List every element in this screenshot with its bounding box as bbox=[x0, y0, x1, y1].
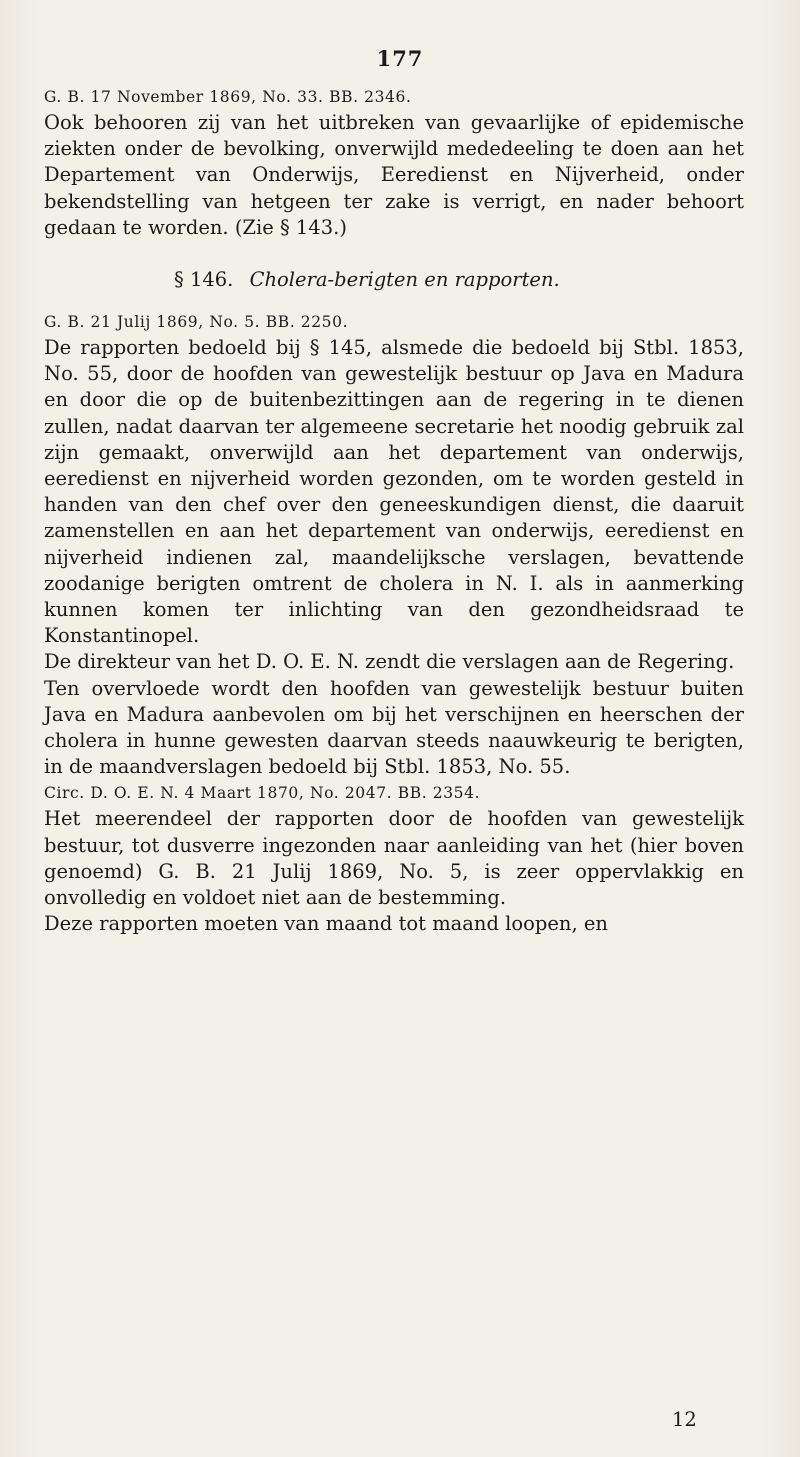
paragraph: De rapporten bedoeld bij § 145, alsmede die bedoeld bij Stbl. 1853, No. 55, door de hoofden van gewestelijk bestuur op Java en Madura en door die op de buitenbezittingen aan de regering in te dienen zullen, nadat daarvan ter algemeene secretarie het noodig gebruik zal zijn gemaakt, onverwijld aan het departement van onderwijs, eeredienst en nijverheid worden gezonden, om te worden gesteld in handen van den chef over den geneeskundigen dienst, die daaruit zamenstellen en aan het departement van onderwijs, eeredienst en nijverheid indienen zal, maandelijksche verslagen, bevattende zoodanige berigten omtrent de cholera in N. I. als in aanmerking kunnen komen ter inlichting van den gezondheidsraad te Konstantinopel. bbox=[44, 336, 744, 648]
section-title: Cholera-berigten en rapporten. bbox=[249, 268, 560, 292]
paragraph: Ook behooren zij van het uitbreken van gevaarlijke of epidemische ziekten onder de bevolking, onverwijld mededeeling te doen aan het Departement van Onderwijs, Eeredienst en Nijverheid, onder bekendstelling van hetgeen ter zake is verrigt, en nader behoort gedaan te worden. (Zie § 143.) bbox=[44, 111, 744, 239]
paragraph: Ten overvloede wordt den hoofden van gewestelijk bestuur buiten Java en Madura aanbevolen om bij het verschijnen en heerschen der cholera in hunne gewesten daarvan steeds naauwkeurig te berigten, in de maandverslagen bedoeld bij Stbl. 1853, No. 55. bbox=[44, 676, 744, 779]
paragraph: De direkteur van het D. O. E. N. zendt die verslagen aan de Regering. bbox=[44, 650, 735, 674]
reference-line: Circ. D. O. E. N. 4 Maart 1870, No. 2047. BB. 2354. bbox=[44, 784, 481, 803]
page-number: 177 bbox=[376, 46, 424, 71]
section-number: § 146. bbox=[174, 268, 234, 292]
paragraph: Deze rapporten moeten van maand tot maand loopen, en bbox=[44, 912, 608, 936]
section-heading bbox=[44, 267, 744, 293]
page-content bbox=[44, 84, 744, 937]
reference-line: G. B. 21 Julij 1869, No. 5. BB. 2250. bbox=[44, 313, 349, 332]
reference-line: G. B. 17 November 1869, No. 33. BB. 2346. bbox=[44, 88, 412, 106]
paragraph: Het meerendeel der rapporten door de hoofden van gewestelijk bestuur, tot dusverre ingezonden naar aanleiding van het (hier boven genoemd) G. B. 21 Julij 1869, No. 5, is zeer oppervlakkig en onvolledig en voldoet niet aan de bestemming. bbox=[44, 807, 744, 910]
signature-mark: 12 bbox=[672, 1408, 697, 1431]
